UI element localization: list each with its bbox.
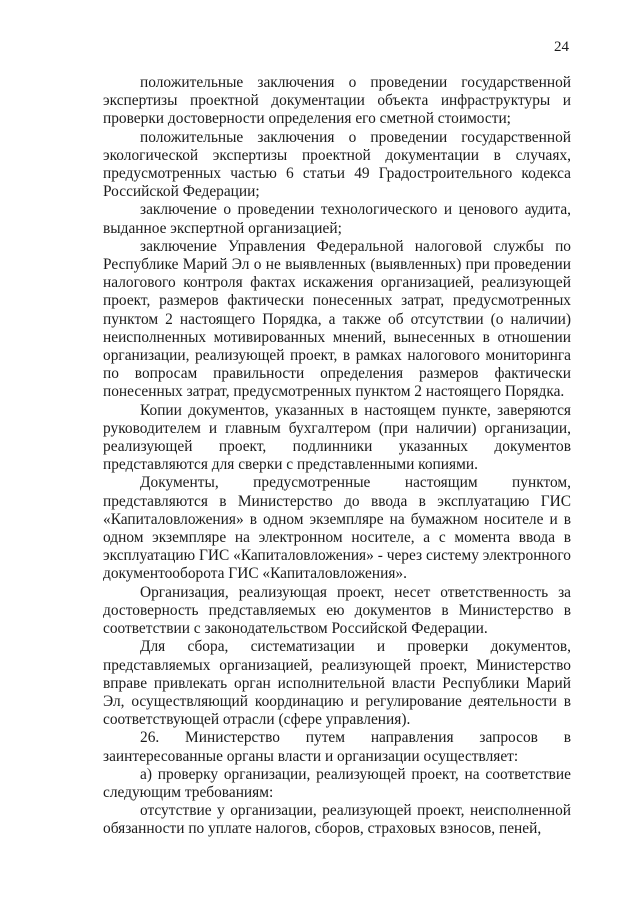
paragraph: отсутствие у организации, реализующей проект, неисполненной обязанности по уплате налогов, сборов, страховых взносов, пеней, bbox=[103, 802, 571, 838]
paragraph: заключение о проведении технологического и ценового аудита, выданное экспертной организацией; bbox=[103, 201, 571, 237]
paragraph: 26. Министерство путем направления запросов в заинтересованные органы власти и организации осуществляет: bbox=[103, 729, 571, 765]
paragraph: Копии документов, указанных в настоящем пункте, заверяются руководителем и главным бухгалтером (при наличии) организации, реализующей проект, подлинники указанных документов представляются для сверки с представленными копиями. bbox=[103, 401, 571, 474]
paragraph: положительные заключения о проведении государственной экологической экспертизы проектной документации в случаях, предусмотренных частью 6 статьи 49 Градостроительного кодекса Российской Федерации; bbox=[103, 128, 571, 201]
paragraph: а) проверку организации, реализующей проект, на соответствие следующим требованиям: bbox=[103, 765, 571, 801]
page-number: 24 bbox=[554, 39, 569, 55]
paragraph: Для сбора, систематизации и проверки документов, представляемых организацией, реализующей проект, Министерство вправе привлекать орган исполнительной власти Республики Марий Эл, осуществляющий координацию и регулирование деятельности в соответствующей отрасли (сфере управления). bbox=[103, 638, 571, 729]
document-body bbox=[103, 74, 571, 839]
paragraph: Организация, реализующая проект, несет ответственность за достоверность представляемых ею документов в Министерство в соответствии с законодательством Российской Федерации. bbox=[103, 583, 571, 638]
paragraph: Документы, предусмотренные настоящим пунктом, представляются в Министерство до ввода в эксплуатацию ГИС «Капиталовложения» в одном экземпляре на бумажном носителе и в одном экземпляре на электронном носителе, а с момента ввода в эксплуатацию ГИС «Капиталовложения» - через систему электронного документооборота ГИС «Капиталовложения». bbox=[103, 474, 571, 583]
paragraph: положительные заключения о проведении государственной экспертизы проектной документации объекта инфраструктуры и проверки достоверности определения его сметной стоимости; bbox=[103, 74, 571, 128]
paragraph: заключение Управления Федеральной налоговой службы по Республике Марий Эл о не выявленных (выявленных) при проведении налогового контроля фактах искажения организацией, реализующей проект, размеров фактически понесенных затрат, предусмотренных пунктом 2 настоящего Порядка, а также об отсутствии (о наличии) неисполненных мотивированных мнений, вынесенных в отношении организации, реализующей проект, в рамках налогового мониторинга по вопросам правильности определения размеров фактически понесенных затрат, предусмотренных пунктом 2 настоящего Порядка. bbox=[103, 237, 571, 401]
